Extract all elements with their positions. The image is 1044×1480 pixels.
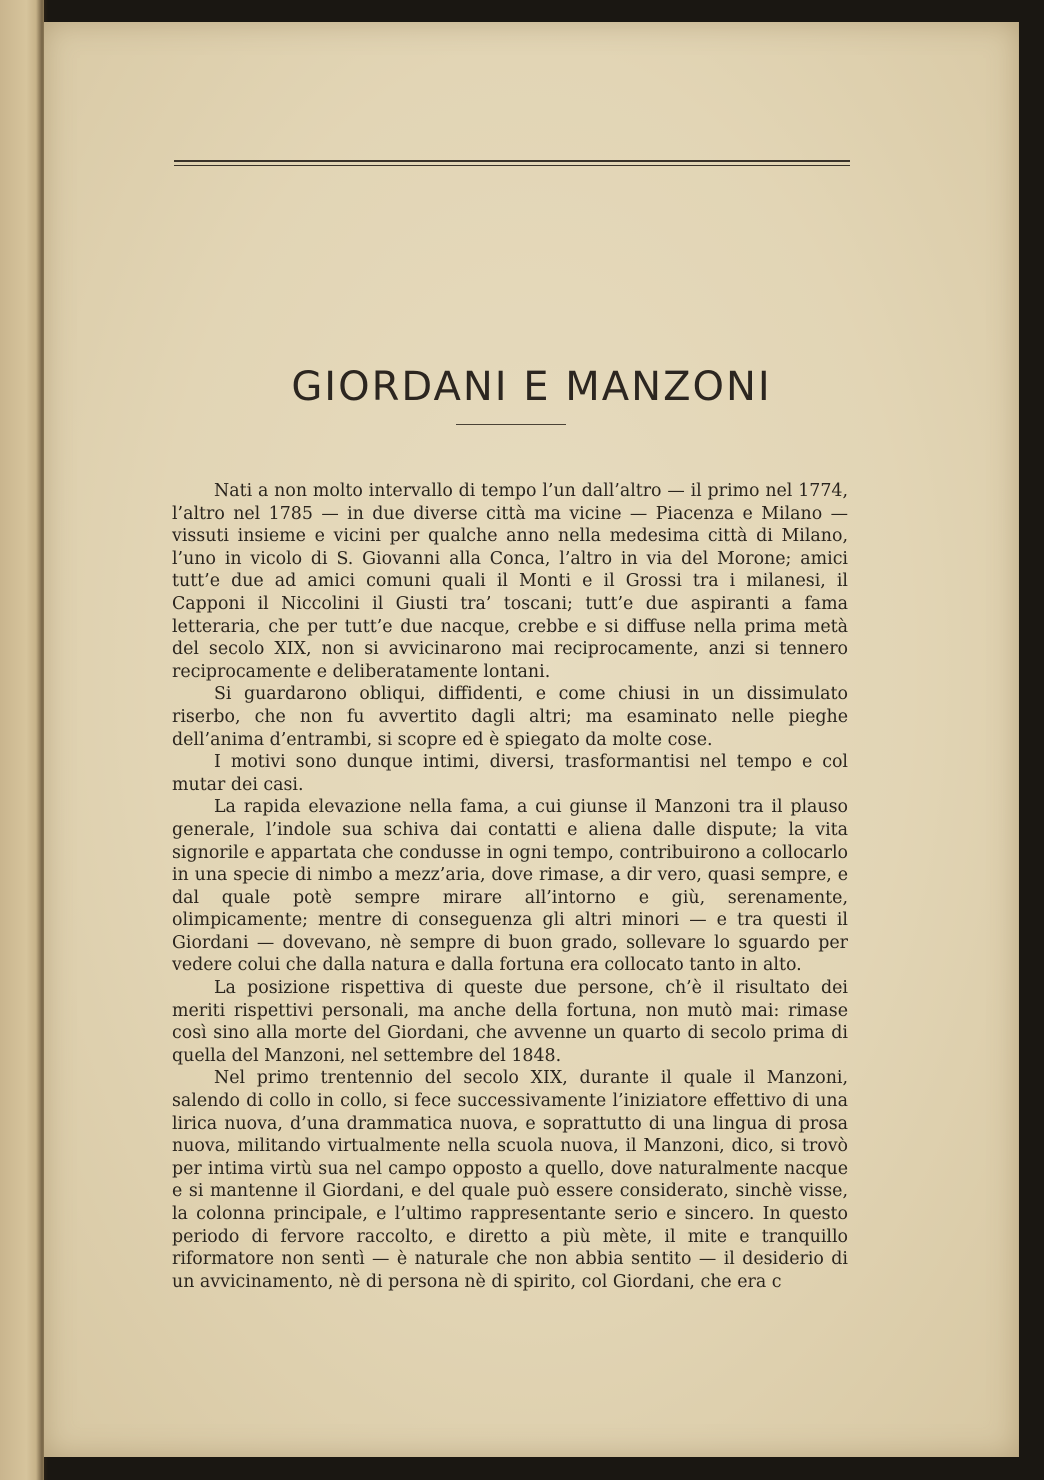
paragraph: La rapida elevazione nella fama, a cui giunse il Manzoni tra il plauso generale, l’indole sua schiva dai contatti e aliena dalle dispute; la vita signorile e appartata che condusse in ogni tempo, contribuirono a collocarlo in una specie di nimbo a mezz’aria, dove rimase, a dir vero, quasi sempre, e dal quale potè sempre mirare all’intorno e giù, serenamente, olimpicamente; mentre di conseguenza gli altri minori — e tra questi il Giordani — dovevano, nè sempre di buon grado, sollevare lo sguardo per vedere colui che dalla natura e dalla fortuna era collocato tanto in alto. [172,797,848,976]
book-page [44,22,1019,1457]
paragraph: La posizione rispettiva di queste due persone, ch’è il risultato dei meriti rispettivi personali, ma anche della fortuna, non mutò mai: rimase così sino alla morte del Giordani, che avvenne un quarto di secolo prima di quella del Manzoni, nel settembre del 1848. [172,978,848,1066]
paragraph: Nel primo trentennio del secolo XIX, durante il quale il Manzoni, salendo di collo in collo, si fece successivamente l’iniziatore effettivo di una lirica nuova, d’una drammatica nuova, e soprattutto di una lingua di prosa nuova, militando virtualmente nella scuola nuova, il Manzoni, dico, si trovò per intima virtù sua nel campo opposto a quello, dove naturalmente nacque e si mantenne il Giordani, e del quale può essere considerato, sinchè visse, la colonna principale, e l’ultimo rappresentante serio e sincero. In questo periodo di fervore raccolto, e diretto a più mète, il mite e tranquillo riformatore non sentì — è naturale che non abbia sentito — il desiderio di un avvicinamento, nè di persona nè di spirito, col Giordani, che era c [172,1068,848,1292]
header-rule-inner [174,165,850,166]
paragraph: I motivi sono dunque intimi, diversi, trasformantisi nel tempo e col mutar dei casi. [172,752,848,795]
chapter-title: GIORDANI E MANZONI [291,364,772,410]
paragraph: Si guardarono obliqui, diffidenti, e come chiusi in un dissimulato riserbo, che non fu avvertito dagli altri; ma esaminato nelle pieghe dell’anima d’entrambi, si scopre ed è spiegato da molte cose. [172,684,848,750]
right-scan-edge [1018,0,1044,1480]
body-text [172,480,848,1293]
title-underline-rule [456,424,566,425]
paragraph: Nati a non molto intervallo di tempo l’un dall’altro — il primo nel 1774, l’altro nel 1785 — in due diverse città ma vicine — Piacenza e Milano — vissuti insieme e vicini per qualche anno nella medesima città di Milano, l’uno in vicolo di S. Giovanni alla Conca, l’altro in via del Morone; amici tutt’e due ad amici comuni quali il Monti e il Grossi tra i milanesi, il Capponi il Niccolini il Giusti tra’ toscani; tutt’e due aspiranti a fama letteraria, che per tutt’e due nacque, crebbe e si diffuse nella prima metà del secolo XIX, non si avvicinarono mai reciprocamente, anzi si tennero reciprocamente e deliberatamente lontani. [172,481,848,682]
